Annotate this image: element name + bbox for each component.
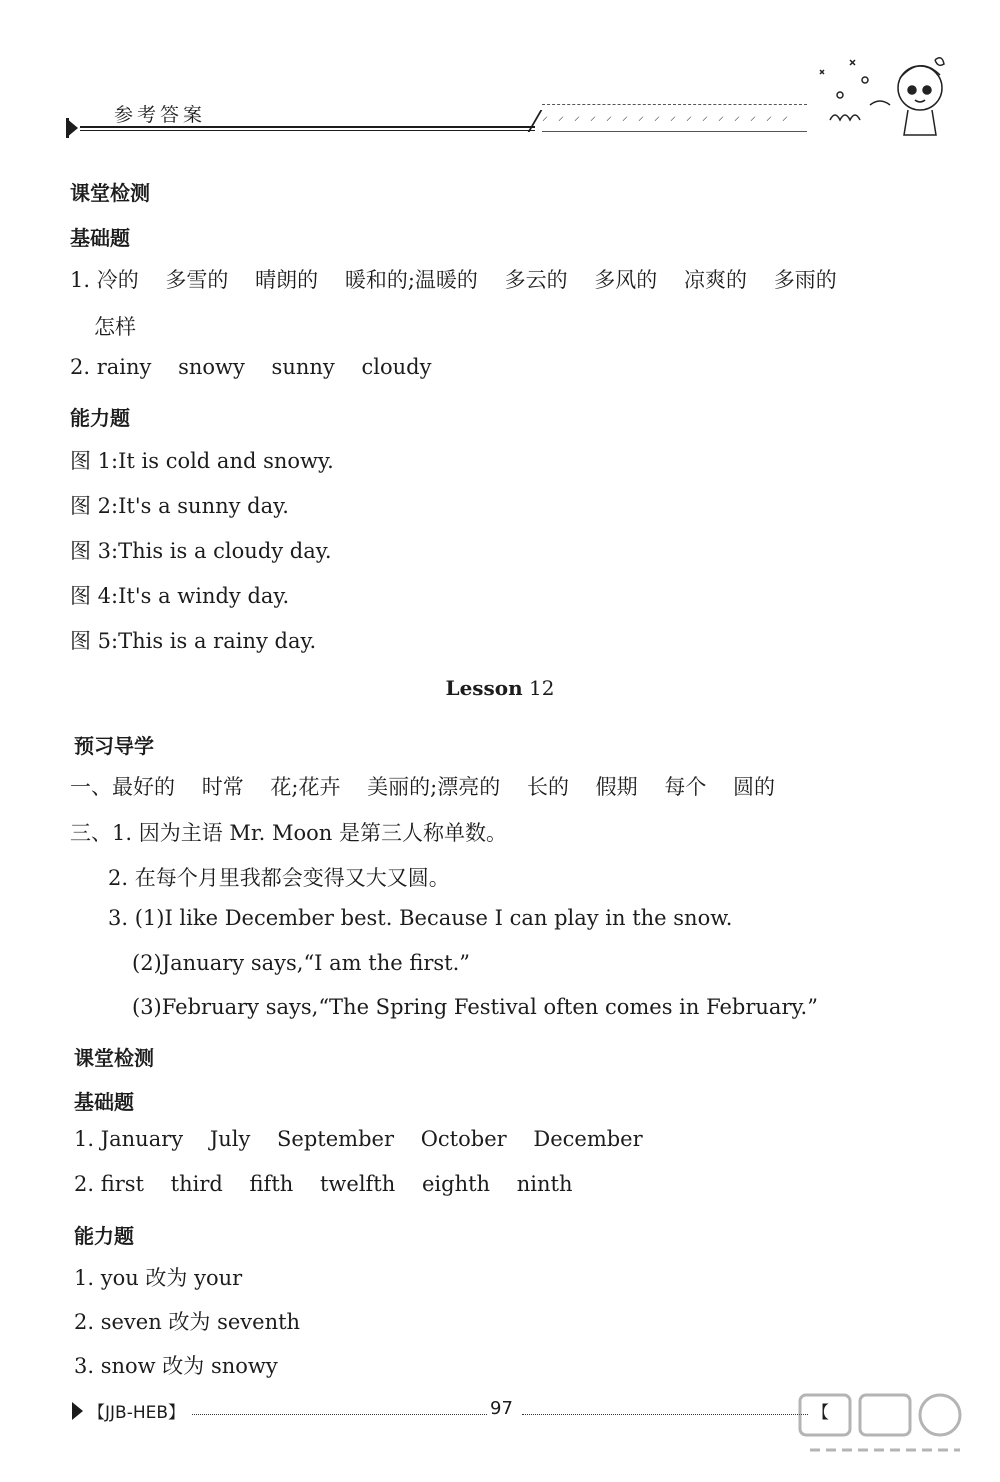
header-rule-thin [80,130,535,131]
footer-dotted-rule [522,1414,808,1415]
answer-line: 1. January July September October December [74,1127,643,1151]
header-rule [80,126,535,128]
answer-line: 3. snow 改为 snowy [74,1354,278,1378]
footer-code: 【JJB-HEB】 [88,1403,186,1423]
answer-line: 3. (1)I like December best. Because I can play in the snow. [108,906,733,930]
answer-line: 图 1:It is cold and snowy. [70,449,334,473]
footer-dotted-rule [192,1414,487,1415]
section-heading-preview: 预习导学 [74,734,154,758]
footer-bracket: 【 [812,1403,829,1423]
answer-line: 2. seven 改为 seventh [74,1310,301,1334]
answer-line: (3)February says,“The Spring Festival often comes in February.” [132,995,818,1019]
answer-line: 怎样 [94,315,136,339]
answer-line: 2. 在每个月里我都会变得又大又圆。 [108,866,450,890]
answer-line: 图 4:It's a windy day. [70,584,290,608]
answer-line: 1. 冷的 多雪的 晴朗的 暖和的;温暖的 多云的 多风的 凉爽的 多雨的 [70,268,837,292]
header-arrow-icon [66,118,78,138]
header-slant [528,110,543,132]
answer-line: 图 3:This is a cloudy day. [70,539,332,563]
section-heading-ability: 能力题 [74,1224,134,1248]
lesson-word: Lesson [445,676,523,700]
answer-line: 1. you 改为 your [74,1266,243,1290]
section-heading-classroom-check: 课堂检测 [70,181,150,205]
section-heading-ability: 能力题 [70,406,130,430]
footer-arrow-icon [72,1402,83,1420]
section-heading-basic: 基础题 [74,1090,134,1114]
answer-line: 三、1. 因为主语 Mr. Moon 是第三人称单数。 [70,821,507,845]
section-heading-basic: 基础题 [70,226,130,250]
cartoon-girl-icon [810,50,945,145]
lesson-title [0,676,1000,700]
answer-line: 2. first third fifth twelfth eighth ninth [74,1172,573,1196]
section-heading-classroom-check: 课堂检测 [74,1046,154,1070]
answer-line: 一、最好的 时常 花;花卉 美丽的;漂亮的 长的 假期 每个 圆的 [70,775,776,799]
answer-line: (2)January says,“I am the first.” [132,951,470,975]
answer-line: 2. rainy snowy sunny cloudy [70,355,432,379]
watermark-logo-icon [790,1385,980,1480]
header-decoration: ⸝ ⸝ ⸝ ⸝ ⸝ ⸝ ⸝ ⸝ ⸝ ⸝ ⸝ ⸝ ⸝ ⸝ ⸝ ⸝ [542,104,807,132]
page-number: 97 [490,1398,513,1419]
answer-line: 图 5:This is a rainy day. [70,629,317,653]
lesson-number: 12 [529,676,555,700]
header-title: 参考答案 [114,104,207,126]
answer-line: 图 2:It's a sunny day. [70,494,289,518]
